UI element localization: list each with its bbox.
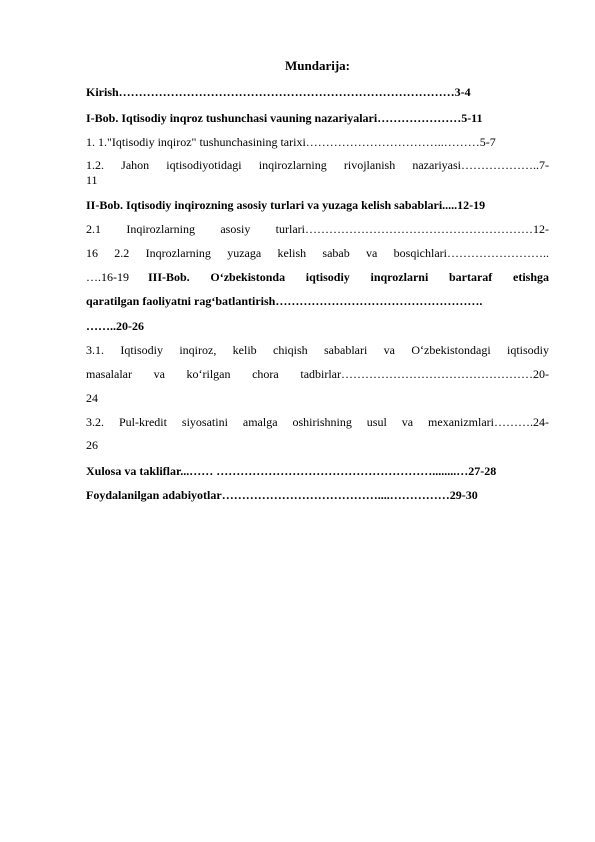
toc-entry-kirish: Kirish…………………………………………………………………………3-4 xyxy=(86,85,471,99)
toc-entry-chapter-3-cont: qaratilgan faoliyatni rag‘batlantirish……………………………………………. xyxy=(86,294,483,308)
toc-entry-2-2: 16 2.2 Inqrozlarning yuzaga kelish sabab va bosqichlari…………………….. xyxy=(86,246,549,260)
toc-entry-chapter-2: II-Bob. Iqtisodiy inqirozning asosiy turlari va yuzaga kelish sabablari.....12-19 xyxy=(86,198,486,212)
toc-title: Mundarija: xyxy=(285,58,350,73)
toc-entry-3-2: 3.2. Pul-kredit siyosatini amalga oshirishning usul va mexanizmlari……….24- xyxy=(86,415,549,429)
toc-entry-3-2-pages: 26 xyxy=(86,438,98,452)
toc-entry-chapter-3: III-Bob. O‘zbekistonda iqtisodiy inqrozlarni bartaraf etishga xyxy=(148,270,549,284)
toc-entry-2-1: 2.1 Inqirozlarning asosiy turlari…………………………………………………12- xyxy=(86,222,549,236)
toc-entry-3-1: 3.1. Iqtisodiy inqiroz, kelib chiqish sabablari va O‘zbekistondagi iqtisodiy xyxy=(86,343,549,357)
toc-entry-3-1-cont: masalalar va ko‘rilgan chora tadbirlar…………………………………………20- xyxy=(86,367,549,381)
toc-entry-1-1: 1. 1."Iqtisodiy inqiroz" tushunchasining tarixi……………………………..………5-7 xyxy=(86,135,496,149)
toc-entry-adabiyotlar: Foydalanilgan adabiyotlar…………………………………....……………29-30 xyxy=(86,488,478,502)
toc-entry-2-2-cont: ….16-19 xyxy=(86,270,129,284)
toc-entry-xulosa: Xulosa va takliflar...…… ………………………………………………........…27-28 xyxy=(86,464,497,478)
toc-entry-3-1-pages: 24 xyxy=(86,391,98,405)
toc-entry-chapter-1: I-Bob. Iqtisodiy inqroz tushunchasi vauning nazariyalari…………………5-11 xyxy=(86,111,483,125)
toc-entry-chapter-3-pages: ……..20-26 xyxy=(86,319,144,333)
toc-entry-1-2: 1.2. Jahon iqtisodiyotidagi inqirozlarning rivojlanish nazariyasi………………..7- xyxy=(86,158,549,172)
toc-entry-1-2-cont: 11 xyxy=(86,173,98,187)
